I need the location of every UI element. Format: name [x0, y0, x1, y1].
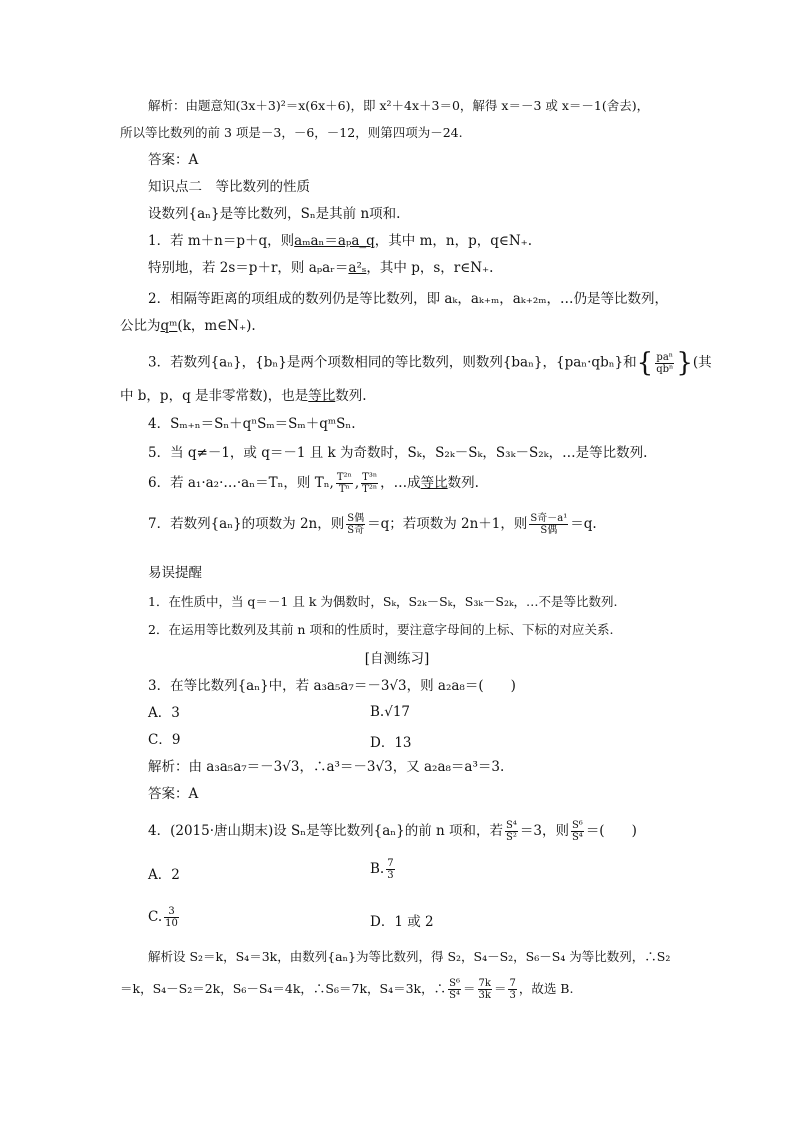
self-test-heading: [自测练习] — [364, 651, 430, 667]
fraction-s6-s4-sol: $\frac{\text{S⁶}}{\text{S⁴}}$ — [449, 978, 460, 1001]
property-6: 6．若 a₁·a₂·…·aₙ＝Tₙ，则 Tₙ, $\frac{\text{T²ⁿ}}{\text{Tⁿ}}$ , $\frac{\text{T³ⁿ}}{\text{T²ⁿ}}$ ，…成等比数列. — [148, 472, 479, 495]
fraction-seven-2: $\frac{\text{S奇－a¹}}{\text{S偶}}$ — [530, 513, 568, 536]
fraction-seven-1: $\frac{\text{S偶}}{\text{S奇}}$ — [347, 513, 365, 536]
property-7: 7．若数列{aₙ}的项数为 2n，则 $\frac{\text{S偶}}{\text{S奇}}$ ＝q；若项数为 2n＋1，则 $\frac{\text{S奇－a¹}}{\text{S偶}}$ ＝q. — [148, 513, 597, 536]
question-4: 4．(2015·唐山期末)设 Sₙ是等比数列{aₙ}的前 n 项和，若 $\frac{\text{S⁴}}{\text{S²}}$ ＝3，则 $\frac{\text{S⁶}}{\text{S⁴}}$ ＝( ) — [148, 820, 637, 843]
fraction-7-3-sol: $\frac{7}{3}$ — [509, 978, 516, 1001]
fraction-3-10: $\frac{3}{10}$ — [165, 906, 178, 929]
fraction-pa-qb: $\frac{\text{paⁿ}}{\text{qbⁿ}}$ — [656, 351, 674, 375]
property-1b: 特别地，若 2s＝p＋r，则 aₚaᵣ＝a²ₛ，其中 p，s，r∈N₊. — [148, 260, 494, 276]
fraction-t2n-tn: $\frac{\text{T²ⁿ}}{\text{Tⁿ}}$ — [336, 472, 352, 495]
question-3: 3．在等比数列{aₙ}中，若 a₃a₅a₇＝－3√3，则 a₂a₈＝( ) — [148, 678, 516, 694]
question-3-answer: 答案：A — [148, 786, 199, 802]
property-3-line-1: 3．若数列{aₙ}，{bₙ}是两个项数相同的等比数列，则数列{baₙ}，{paₙ·qbₙ}和{ $\frac{\text{paⁿ}}{\text{qbⁿ}}$ }(其 — [148, 348, 712, 378]
answer-1: 答案：A — [148, 152, 199, 168]
property-3-line-2: 中 b，p，q 是非零常数)，也是等比数列. — [120, 388, 367, 404]
question-3-option-b: B.√17 — [370, 704, 410, 720]
question-3-option-a: A．3 — [148, 705, 180, 721]
section-title: 知识点二 等比数列的性质 — [148, 179, 310, 195]
right-brace: } — [676, 348, 693, 378]
warning-1: 1．在性质中，当 q＝－1 且 k 为偶数时，Sₖ，S₂ₖ－Sₖ，S₃ₖ－S₂ₖ，…不是等比数列. — [148, 594, 618, 609]
warning-2: 2．在运用等比数列及其前 n 项和的性质时，要注意字母间的上标、下标的对应关系. — [148, 622, 614, 637]
left-brace: { — [636, 348, 654, 378]
property-1: 1．若 m＋n＝p＋q，则aₘaₙ＝aₚa_q，其中 m，n，p，q∈N₊. — [148, 233, 533, 249]
question-4-solution-line-1: 解析设 S₂＝k，S₄＝3k，由数列{aₙ}为等比数列，得 S₂，S₄－S₂，S₆－S₄ 为等比数列，∴S₂ — [148, 949, 671, 964]
question-4-option-d: D．1 或 2 — [370, 914, 434, 930]
solution-1-line-2: 所以等比数列的前 3 项是－3，－6，－12，则第四项为－24. — [120, 125, 463, 140]
warning-title: 易误提醒 — [148, 565, 202, 581]
property-4: 4．Sₘ₊ₙ＝Sₙ＋qⁿSₘ＝Sₘ＋qᵐSₙ. — [148, 416, 356, 432]
fraction-t3n-t2n: $\frac{\text{T³ⁿ}}{\text{T²ⁿ}}$ — [362, 472, 378, 495]
question-3-option-d: D．13 — [370, 735, 412, 751]
property-2-line-2: 公比为qᵐ(k，m∈N₊). — [120, 318, 256, 334]
question-3-option-c: C．9 — [148, 732, 181, 748]
question-3-solution: 解析：由 a₃a₅a₇＝－3√3，∴a³＝－3√3，又 a₂a₈＝a³＝3. — [148, 759, 505, 775]
question-4-option-b: B. $\frac{7}{3}$ — [370, 858, 394, 881]
property-2-line-1: 2．相隔等距离的项组成的数列仍是等比数列，即 aₖ，aₖ₊ₘ，aₖ₊₂ₘ，…仍是等比数列， — [148, 291, 669, 307]
fraction-7k-3k: $\frac{7k}{3k}$ — [478, 978, 491, 1001]
question-4-solution-line-2: ＝k，S₄－S₂＝2k，S₆－S₄＝4k，∴S₆＝7k，S₄＝3k，∴ $\frac{\text{S⁶}}{\text{S⁴}}$ ＝ $\frac{7k}{3k}$ ＝ $\frac{7}{3}$ ，故选 B. — [120, 978, 574, 1001]
fraction-s4-s2: $\frac{\text{S⁴}}{\text{S²}}$ — [506, 820, 517, 843]
fraction-s6-s4: $\frac{\text{S⁶}}{\text{S⁴}}$ — [571, 820, 583, 843]
intro-text: 设数列{aₙ}是等比数列，Sₙ是其前 n项和. — [148, 206, 401, 222]
property-5: 5．当 q≠－1，或 q＝－1 且 k 为奇数时，Sₖ，S₂ₖ－Sₖ，S₃ₖ－S₂ₖ，…是等比数列. — [148, 445, 648, 461]
question-4-option-c: C. $\frac{3}{10}$ — [148, 906, 178, 929]
fraction-7-3: $\frac{7}{3}$ — [387, 858, 394, 881]
solution-1-line-1: 解析：由题意知(3x＋3)²＝x(6x＋6)，即 x²＋4x＋3＝0，解得 x＝－3 或 x＝－1(舍去)， — [148, 98, 650, 113]
question-4-option-a: A．2 — [148, 867, 180, 883]
